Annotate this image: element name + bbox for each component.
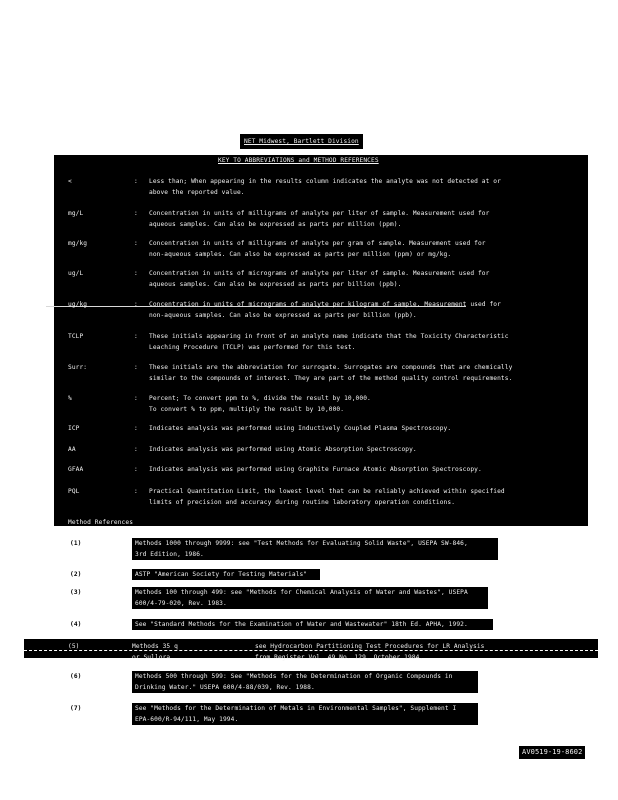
key-colon: : bbox=[134, 364, 138, 371]
key-definition: Concentration in units of micrograms of analyte per liter of sample. Measurement used for aqueous samples. Can also be expressed as parts per billion (ppb). bbox=[149, 270, 490, 288]
key-term: < bbox=[68, 178, 72, 185]
document-id-stamp: AV0519-19-8602 bbox=[519, 746, 585, 759]
key-colon: : bbox=[134, 301, 138, 308]
key-heading: KEY TO ABBREVIATIONS and METHOD REFERENCES bbox=[218, 157, 379, 164]
key-colon: : bbox=[134, 270, 138, 277]
key-definition: Less than; When appearing in the results column indicates the analyte was not detected at or above the reported value. bbox=[149, 178, 501, 196]
reference-text: See "Methods for the Determination of Metals in Environmental Samples", Supplement I EPA-600/R-94/111, May 1994. bbox=[132, 703, 478, 725]
key-term: ICP bbox=[68, 425, 80, 432]
reference-code: (3) bbox=[70, 589, 82, 596]
reference-code: (7) bbox=[70, 705, 82, 712]
reference-text: ASTP "American Society for Testing Materials" bbox=[132, 569, 320, 580]
key-term: GFAA bbox=[68, 466, 84, 473]
key-colon: : bbox=[134, 488, 138, 495]
reference-text: Methods 35 q or Sullora bbox=[132, 643, 178, 661]
key-colon: : bbox=[134, 240, 138, 247]
key-definition: Practical Quantitation Limit, the lowest level that can be reliably achieved within specified limits of precision and accuracy during routine laboratory operation conditions. bbox=[149, 488, 505, 506]
key-term: % bbox=[68, 395, 72, 402]
key-definition: These initials are the abbreviation for surrogate. Surrogates are compounds that are chemically similar to the compounds of interest. They are part of the method quality control requirements. bbox=[149, 364, 513, 382]
key-colon: : bbox=[134, 425, 138, 432]
key-definition: Indicates analysis was performed using Atomic Absorption Spectroscopy. bbox=[149, 446, 417, 453]
method-references-label: Method References bbox=[68, 519, 134, 526]
reference-code: (4) bbox=[70, 621, 82, 628]
key-term: ug/L bbox=[68, 270, 84, 277]
key-colon: : bbox=[134, 446, 138, 453]
key-definition: Indicates analysis was performed using Inductively Coupled Plasma Spectroscopy. bbox=[149, 425, 452, 432]
reference-text: Methods 1000 through 9999: see "Test Methods for Evaluating Solid Waste", USEPA SW-846, 3rd Edition, 1986. bbox=[132, 538, 498, 560]
reference-text: see Hydrocarbon Partitioning Test Procedures for LR Analysis from Register Vol. 49 No. 129, October 1984. bbox=[255, 643, 485, 661]
key-definition: Indicates analysis was performed using Graphite Furnace Atomic Absorption Spectroscopy. bbox=[149, 466, 482, 473]
key-term: Surr: bbox=[68, 364, 88, 371]
key-colon: : bbox=[134, 333, 138, 340]
key-colon: : bbox=[134, 395, 138, 402]
key-definition: Concentration in units of milligrams of analyte per gram of sample. Measurement used for non-aqueous samples. Can also be expressed as parts per million (ppm) or mg/kg. bbox=[149, 240, 486, 258]
key-definition: Percent; To convert ppm to %, divide the result by 10,000. To convert % to ppm, multiply the result by 10,000. bbox=[149, 395, 371, 413]
key-term: ug/kg bbox=[68, 301, 88, 308]
reference-text: See "Standard Methods for the Examination of Water and Wastewater" 18th Ed. APHA, 1992. bbox=[132, 619, 493, 630]
reference-text: Methods 500 through 599: See "Methods for the Determination of Organic Compounds in Drinking Water." USEPA 600/4-88/039, Rev. 1988. bbox=[132, 671, 478, 693]
reference-code: (1) bbox=[70, 540, 82, 547]
key-definition: Concentration in units of micrograms of analyte per kilogram of sample. Measurement used for non-aqueous samples. Can also be expressed as parts per billion (ppb). bbox=[149, 301, 501, 319]
reference-code: (6) bbox=[70, 673, 82, 680]
key-colon: : bbox=[134, 466, 138, 473]
document-title: NET Midwest, Bartlett Division bbox=[240, 134, 363, 149]
key-term: TCLP bbox=[68, 333, 84, 340]
key-definition: Concentration in units of milligrams of analyte per liter of sample. Measurement used for aqueous samples. Can also be expressed as parts per million (ppm). bbox=[149, 210, 490, 228]
key-colon: : bbox=[134, 178, 138, 185]
reference-code: (2) bbox=[70, 571, 82, 578]
key-term: mg/kg bbox=[68, 240, 88, 247]
reference-text: Methods 100 through 499: see "Methods for Chemical Analysis of Water and Wastes", USEPA 600/4-79-020, Rev. 1983. bbox=[132, 587, 488, 609]
reference-code: (5) bbox=[68, 643, 80, 650]
key-term: AA bbox=[68, 446, 76, 453]
key-term: PQL bbox=[68, 488, 80, 495]
key-term: mg/L bbox=[68, 210, 84, 217]
key-colon: : bbox=[134, 210, 138, 217]
key-definition: These initials appearing in front of an analyte name indicate that the Toxicity Characteristic Leaching Procedure (TCLP) was performed for this test. bbox=[149, 333, 509, 351]
